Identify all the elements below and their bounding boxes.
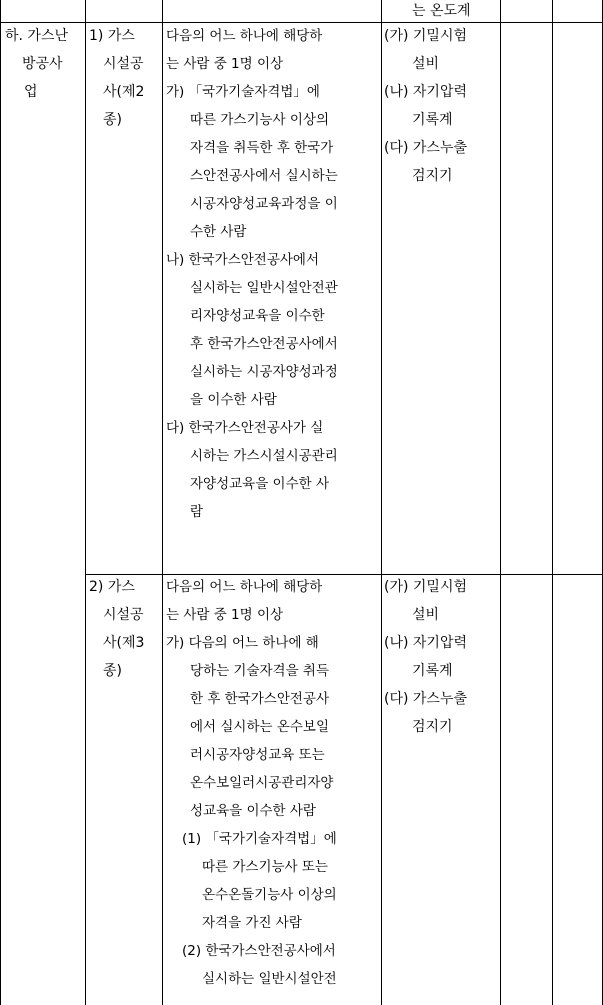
equipment-line: (가) 기밀시험 [384,28,467,44]
requirement-cell [166,573,380,993]
requirement-line: 나) 한국가스안전공사에서 [166,252,320,268]
subtype-cell [89,573,161,685]
subtype-line: 종) [103,112,122,128]
requirement-line: (2) 한국가스안전공사에서 [182,943,336,959]
requirement-cell [166,22,380,526]
category-line: 방공사 [22,56,63,72]
requirement-line: 실시하는 시공자양성과정 [190,364,338,380]
requirement-line: 따른 가스기능사 또는 [202,859,328,875]
category-line: 업 [24,84,38,100]
requirement-line: 온수보일러시공관리자양 [190,775,334,791]
equipment-line: (가) 기밀시험 [384,579,467,595]
requirement-line: 시공자양성교육과정을 이 [190,196,338,212]
requirement-line: 다) 한국가스안전공사가 실 [166,420,324,436]
subtype-line: 사(제3 [103,635,145,651]
subtype-line: 1) 가스 [89,28,135,44]
requirement-line: 자양성교육을 이수한 사 [190,476,329,492]
equipment-line: 기록계 [412,663,453,679]
equipment-line: (나) 자기압력 [384,635,467,651]
requirement-line: 성교육을 이수한 사람 [190,803,316,819]
requirement-line: 가) 「국가기술자격법」에 [166,84,320,100]
requirement-line: 한 후 한국가스안전공사 [190,691,329,707]
column-divider-1 [85,0,86,1005]
requirement-line: 가) 다음의 어느 하나에 해 [166,635,319,651]
requirement-line: 리자양성교육을 이수한 [190,308,325,324]
top-row-equipment-text: 는 온도계 [412,3,471,19]
requirement-line: 는 사람 중 1명 이상 [166,56,284,72]
requirement-line: 따른 가스기능사 이상의 [190,112,329,128]
requirement-line: 을 이수한 사람 [190,392,277,408]
requirement-line: 온수온돌기능사 이상의 [202,887,337,903]
requirement-line: 당하는 기술자격을 취득 [190,663,329,679]
table-border-left [0,0,1,1005]
requirement-line: 시하는 가스시설시공관리 [190,448,338,464]
subtype-line: 사(제2 [103,84,145,100]
equipment-line: 설비 [412,607,440,623]
equipment-cell [384,573,499,741]
subtype-line: 시설공 [103,607,144,623]
requirement-line: 스안전공사에서 실시하는 [190,168,338,184]
equipment-line: (다) 가스누출 [384,140,467,156]
column-divider-5 [552,0,553,1005]
requirement-line: 에서 실시하는 온수보일 [190,719,329,735]
requirement-line: (1) 「국가기술자격법」에 [182,831,337,847]
requirement-line: 러시공자양성교육 또는 [190,747,325,763]
subtype-line: 종) [103,663,122,679]
equipment-line: 검지기 [412,168,453,184]
requirement-line: 다음의 어느 하나에 해당하 [166,28,323,44]
equipment-line: (다) 가스누출 [384,691,467,707]
column-divider-4 [500,0,501,1005]
subtype-line: 2) 가스 [89,579,135,595]
column-divider-2 [162,0,163,1005]
equipment-line: (나) 자기압력 [384,84,467,100]
requirement-line: 후 한국가스안전공사에서 [190,336,338,352]
requirement-line: 다음의 어느 하나에 해당하 [166,579,323,595]
requirement-line: 자격을 취득한 후 한국가 [190,140,334,156]
requirement-line: 수한 사람 [190,224,247,240]
requirement-line: 실시하는 일반시설안전관 [190,280,338,296]
category-line: 하. 가스난 [5,28,68,44]
requirement-line: 자격을 가진 사람 [202,915,302,931]
subtype-line: 시설공 [103,56,144,72]
requirement-line: 람 [190,504,204,520]
requirement-line: 는 사람 중 1명 이상 [166,607,284,623]
requirement-line: 실시하는 일반시설안전 [202,971,337,987]
subtype-cell [89,22,161,134]
column-divider-3 [381,0,382,1005]
equipment-line: 설비 [412,56,440,72]
category-cell [5,22,85,106]
equipment-line: 기록계 [412,112,453,128]
equipment-line: 검지기 [412,719,453,735]
equipment-cell [384,22,499,190]
